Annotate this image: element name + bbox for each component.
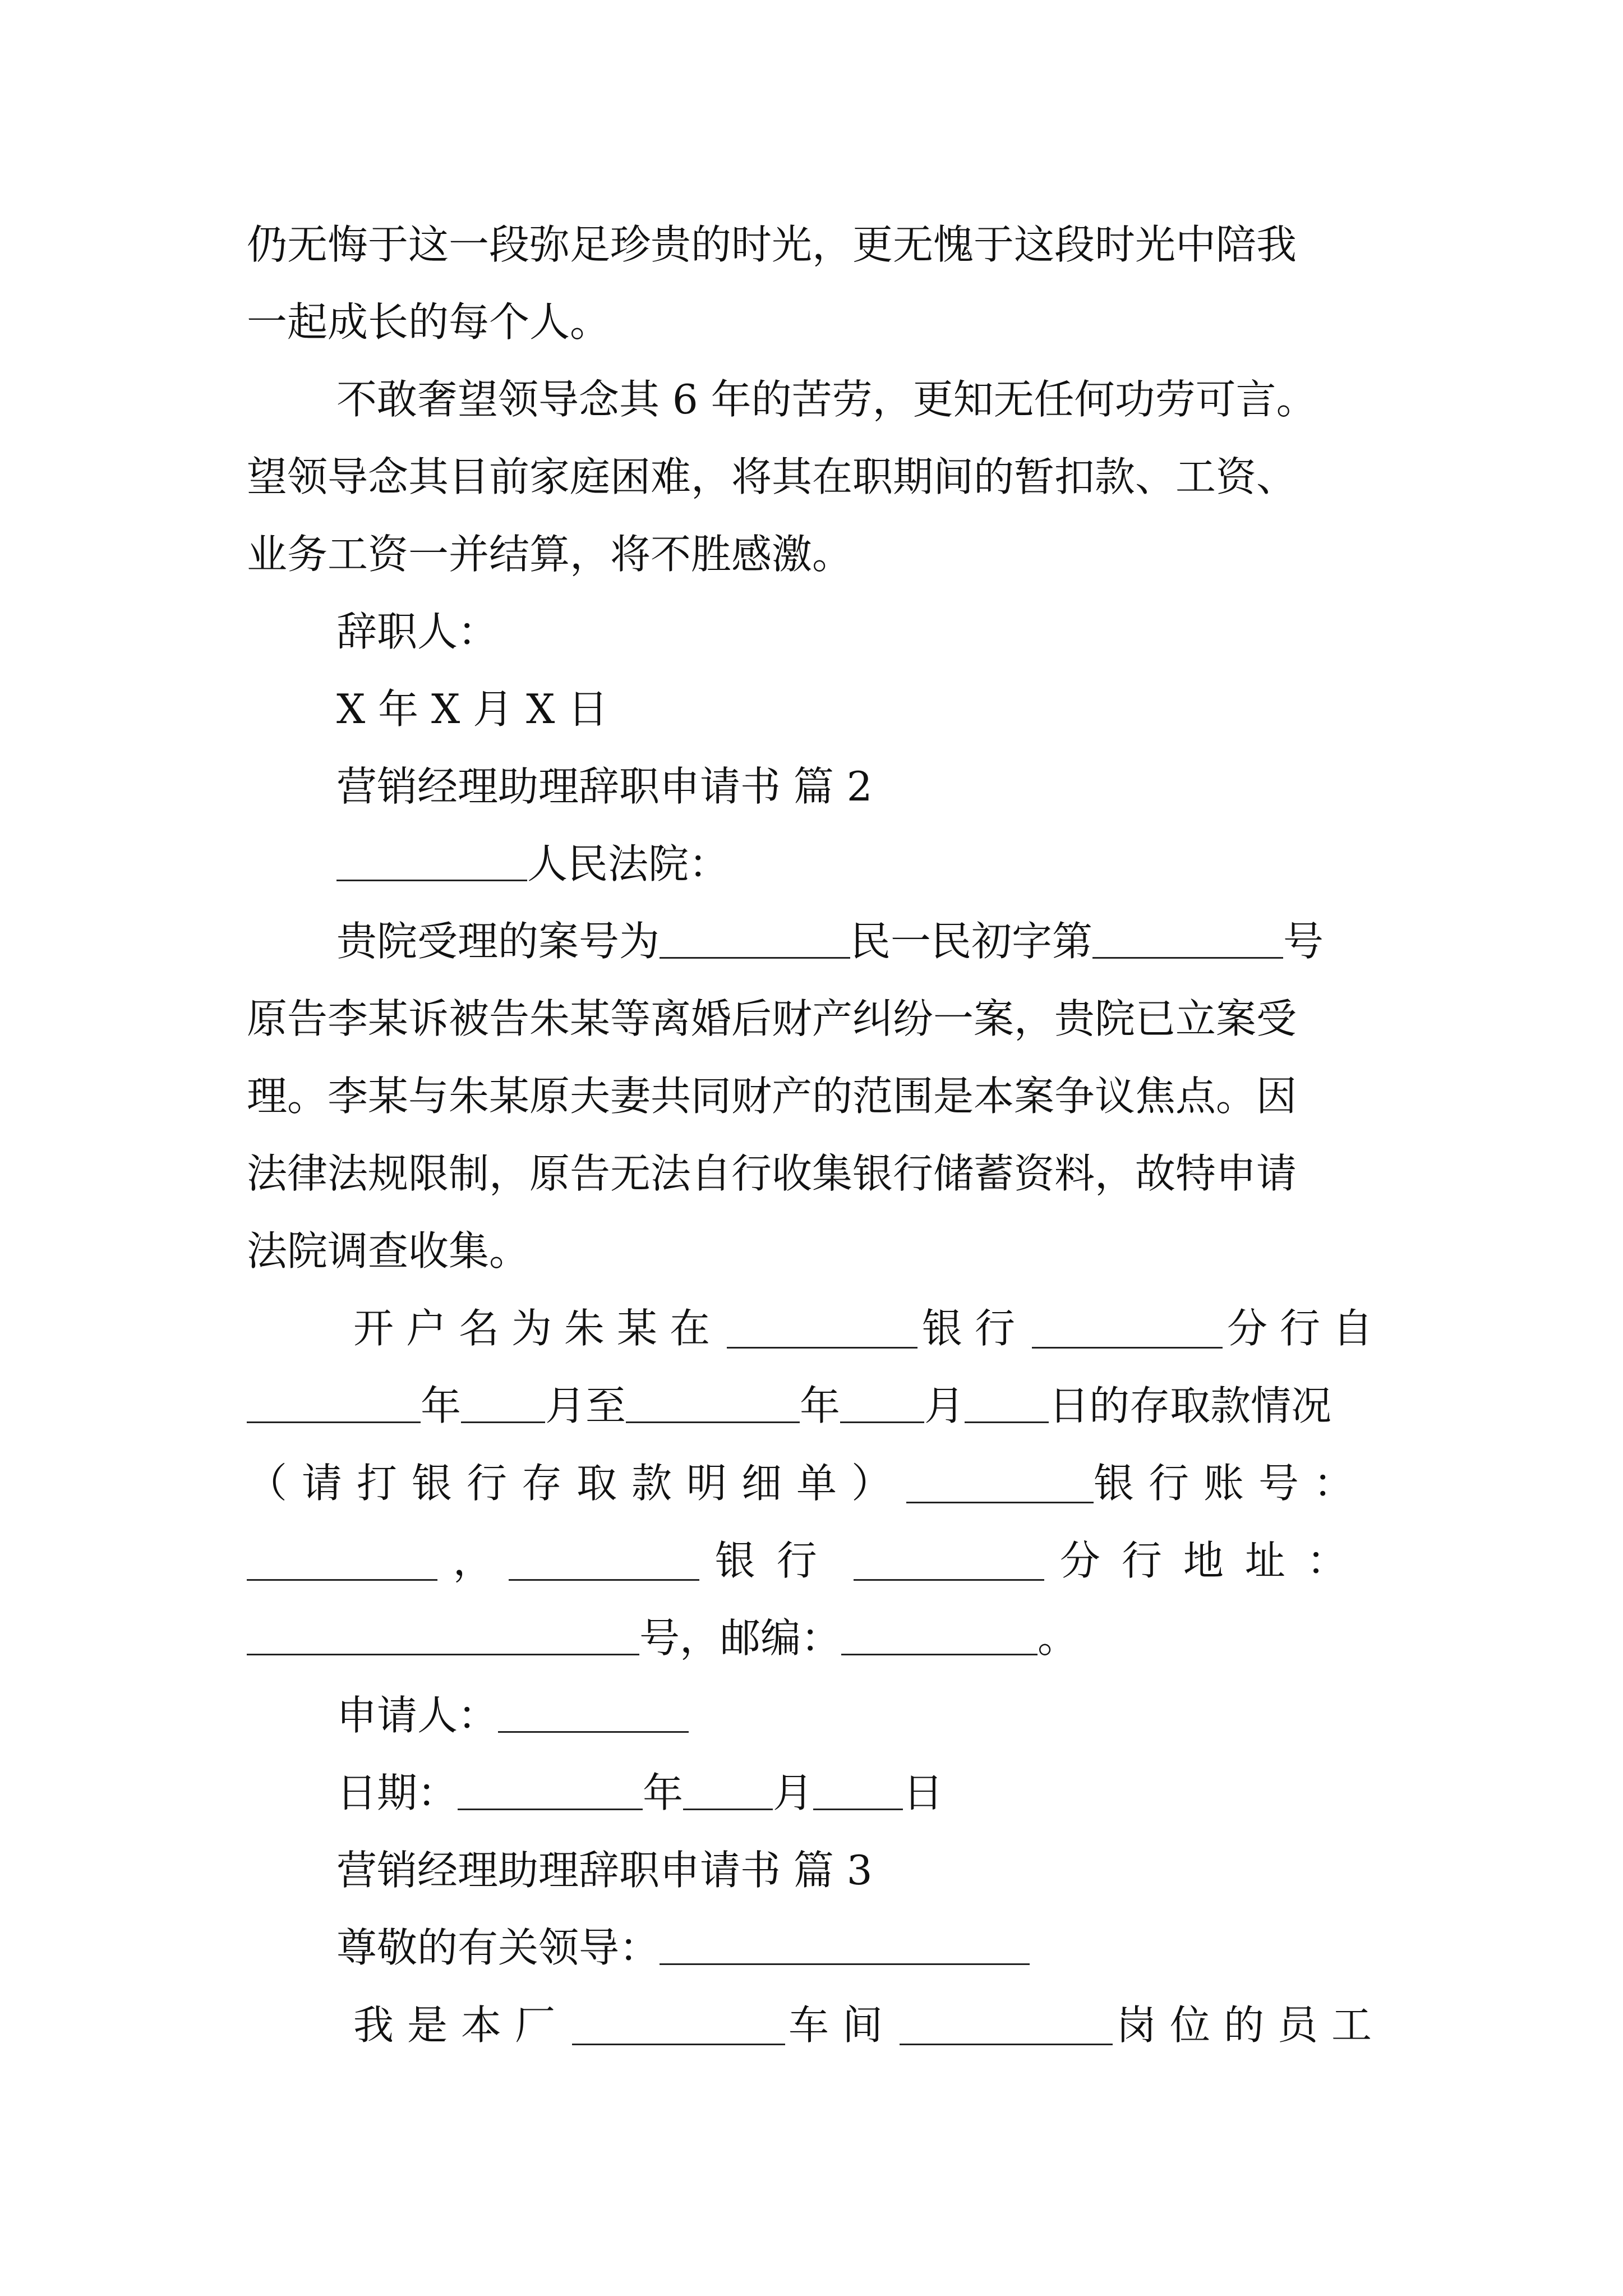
text-segment: 月至 [545, 1382, 626, 1429]
fill-blank [727, 1346, 917, 1349]
text-segment: 月 [773, 1769, 814, 1816]
fill-blank [336, 879, 527, 881]
fill-blank [854, 1579, 1044, 1581]
greeting: 尊敬的有关领导： [336, 1924, 660, 1971]
text-segment: 年 [421, 1382, 462, 1429]
fill-blank [247, 1421, 421, 1423]
bank-info-line [353, 1305, 1385, 1352]
date-label: 日期： [336, 1769, 458, 1816]
fill-blank [498, 1731, 689, 1733]
application-date-line [336, 1769, 944, 1816]
text-segment: 银行 [714, 1537, 838, 1584]
text-segment: 年 [643, 1769, 684, 1816]
fill-blank [965, 1421, 1049, 1423]
paragraph-line: 望领导念其目前家庭困难，将其在职期间的暂扣款、工资、 [247, 453, 1297, 500]
case-number-line [336, 918, 1324, 965]
fill-blank [626, 1421, 800, 1423]
text-segment: 民一民初字第 [850, 918, 1093, 965]
fill-blank [683, 1808, 773, 1810]
text-segment: 贵院受理的案号为 [336, 918, 660, 965]
paragraph-line: 原告李某诉被告朱某等离婚后财产纠纷一案，贵院已立案受 [247, 995, 1297, 1042]
text-segment: 月 [924, 1382, 965, 1429]
fill-blank [458, 1808, 643, 1810]
text-segment: 号 [1283, 918, 1324, 965]
text-segment: 日 [903, 1769, 944, 1816]
account-line [247, 1460, 1368, 1507]
fill-blank [841, 1653, 1038, 1655]
paragraph-line: 业务工资一并结算，将不胜感激。 [247, 531, 853, 578]
court-address-line [336, 840, 730, 887]
text-segment: 车间 [788, 2001, 896, 2049]
text-segment: 分行自 [1227, 1305, 1385, 1352]
text-segment: （请打银行存取款明细单） [247, 1460, 907, 1507]
text-segment: 银行账号： [1093, 1460, 1368, 1507]
text-segment: 。 [1038, 1614, 1078, 1662]
fill-blank [461, 1421, 545, 1423]
fill-blank [813, 1808, 903, 1810]
applicant-line [336, 1692, 689, 1739]
section-heading: 营销经理助理辞职申请书 篇 3 [336, 1847, 873, 1894]
greeting-line [336, 1924, 1030, 1971]
paragraph-line: 法律法规限制，原告无法自行收集银行储蓄资料，故特申请 [247, 1150, 1297, 1197]
fill-blank [247, 1653, 639, 1655]
fill-blank [247, 1579, 437, 1581]
fill-blank [509, 1579, 699, 1581]
text-segment: 开户名为朱某在 [353, 1305, 723, 1352]
text-segment: ， [453, 1537, 494, 1584]
text-segment: 分行地址： [1059, 1537, 1368, 1584]
fill-blank [900, 2043, 1113, 2045]
applicant-label: 申请人： [336, 1692, 499, 1739]
branch-address-line [247, 1537, 1368, 1584]
paragraph-line: 仍无悔于这一段弥足珍贵的时光，更无愧于这段时光中陪我 [247, 221, 1297, 268]
paragraph-line: 一起成长的每个人。 [247, 298, 611, 346]
text-segment: 年 [800, 1382, 841, 1429]
text-segment: 号，邮编： [639, 1614, 842, 1662]
fill-blank [660, 956, 850, 959]
text-segment: 岗位的员工 [1115, 2001, 1385, 2049]
text-segment: 日的存取款情况 [1049, 1382, 1332, 1429]
fill-blank [840, 1421, 924, 1423]
paragraph-line: 理。李某与朱某原夫妻共同财产的范围是本案争议焦点。因 [247, 1073, 1297, 1120]
fill-blank [906, 1501, 1094, 1503]
fill-blank [1092, 956, 1283, 959]
employee-info-line [353, 2001, 1385, 2049]
paragraph-line: 法院调查收集。 [247, 1227, 530, 1274]
fill-blank [572, 2043, 785, 2045]
postcode-line [247, 1614, 1078, 1662]
fill-blank [660, 1963, 1030, 1965]
court-suffix: 人民法院： [527, 840, 730, 887]
section-heading: 营销经理助理辞职申请书 篇 2 [336, 763, 873, 810]
resigner-label: 辞职人： [336, 608, 499, 655]
fill-blank [1032, 1346, 1223, 1349]
text-segment: 我是本厂 [353, 2001, 569, 2049]
paragraph-line: 不敢奢望领导念其 6 年的苦劳，更知无任何功劳可言。 [336, 376, 1317, 423]
text-segment: 银行 [921, 1305, 1027, 1352]
date-range-line [247, 1382, 1332, 1429]
signature-date: X 年 X 月 X 日 [336, 685, 608, 733]
